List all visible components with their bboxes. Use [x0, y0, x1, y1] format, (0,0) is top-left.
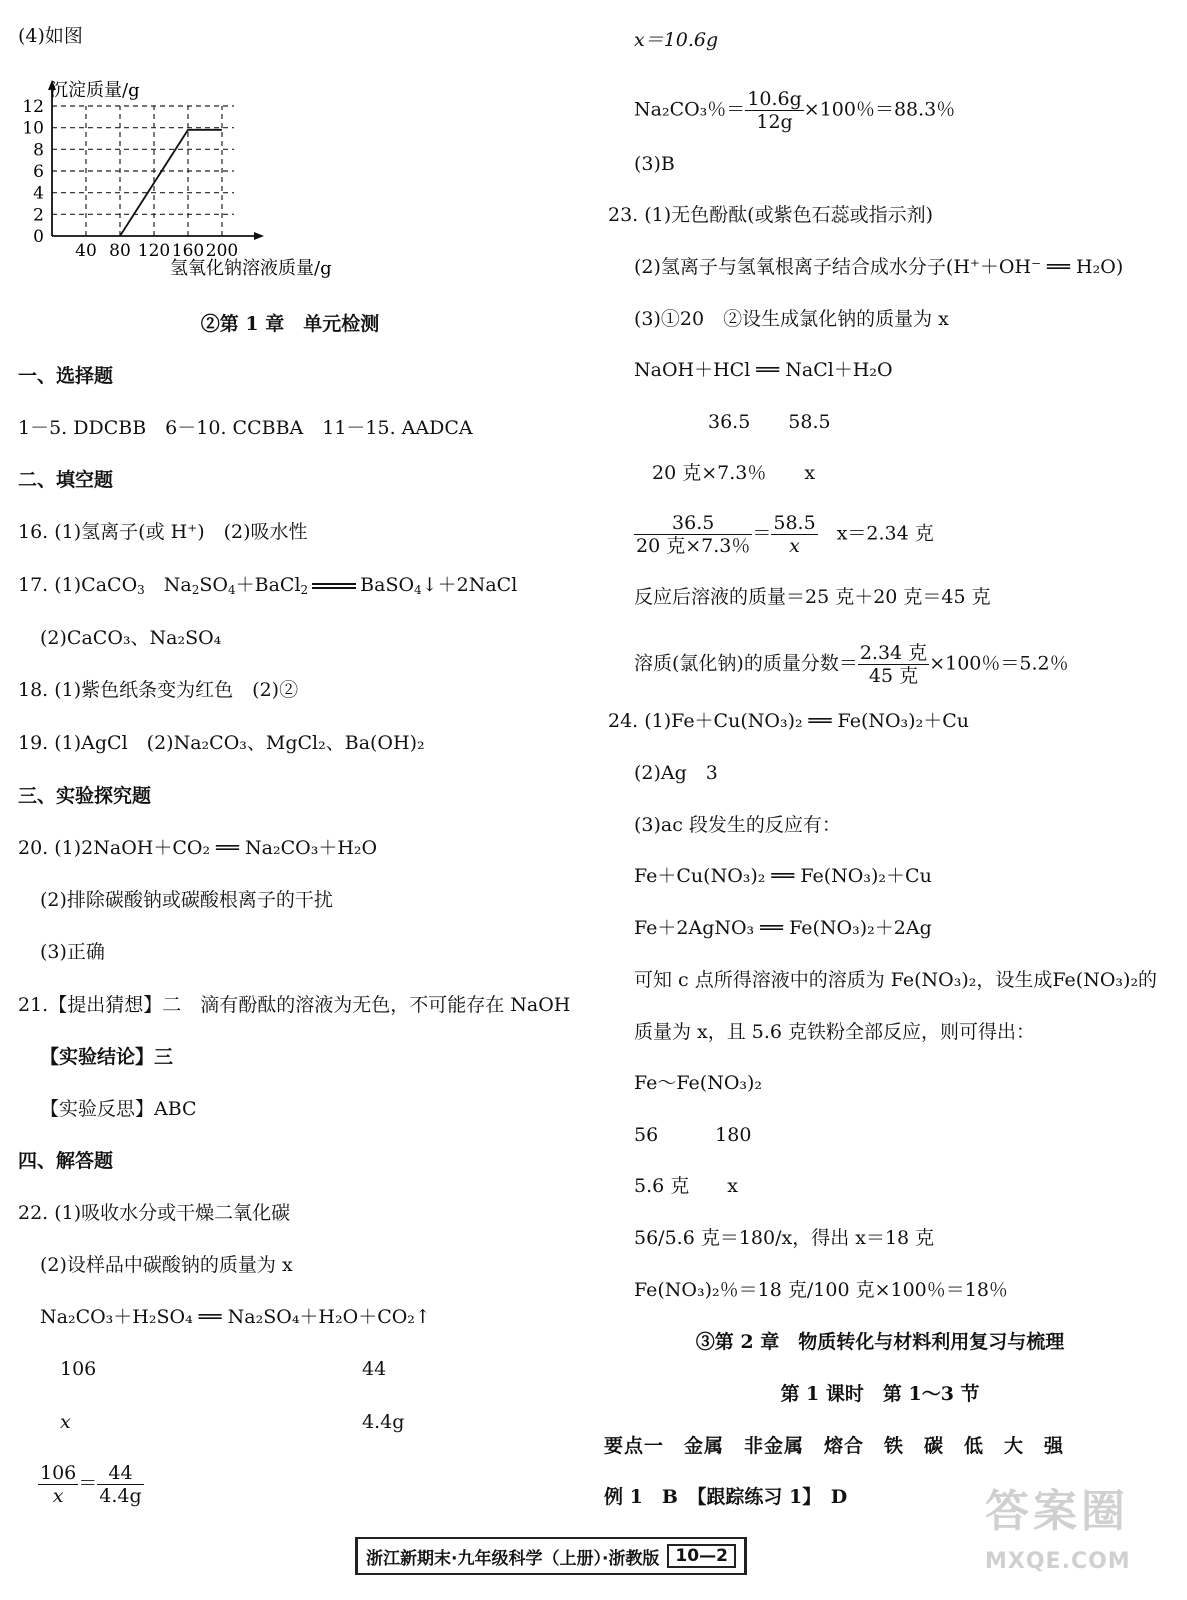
ratio-22: $\frac{106}{x}$ ＝ $\frac{44}{4.4g}$	[40, 1462, 142, 1507]
answer-24-givens: 5.6 克 x	[634, 1175, 738, 1197]
answer-20-3: (3)正确	[40, 941, 105, 963]
precipitate-chart	[0, 74, 380, 284]
answer-24-relation: Fe～Fe(NO₃)₂	[634, 1072, 763, 1094]
answer-23-1: 23. (1)无色酚酞(或紫色石蕊或指示剂)	[608, 204, 933, 226]
y-tick-label: 6	[33, 162, 44, 182]
y-tick-label: 12	[22, 97, 44, 117]
section-title-ch2: ③第 2 章 物质转化与材料利用复习与梳理	[695, 1331, 1065, 1353]
answer-16: 16. (1)氢离子(或 H⁺) (2)吸水性	[18, 521, 308, 543]
page-number: 10—2	[667, 1544, 736, 1568]
answer-19: 19. (1)AgCl (2)Na₂CO₃、MgCl₂、Ba(OH)₂	[18, 732, 425, 754]
answer-21-1: 21.【提出猜想】二 滴有酚酞的溶液为无色，不可能存在 NaOH	[18, 994, 571, 1016]
y-tick-label: 0	[33, 227, 44, 247]
answer-21-3: 【实验反思】ABC	[40, 1098, 197, 1120]
x-tick-label: 160	[171, 241, 205, 261]
series-line	[120, 130, 222, 236]
mass-44: 44	[362, 1358, 387, 1380]
answer-24-masses: 56 180	[634, 1124, 752, 1146]
answer-23-masses: 36.5 58.5	[708, 411, 831, 433]
answer-24-2: (2)Ag 3	[634, 762, 718, 784]
y-tick-label: 8	[33, 140, 44, 161]
answer-24-text2: 质量为 x，且 5.6 克铁粉全部反应，则可得出：	[634, 1021, 1036, 1043]
answer-20-2: (2)排除碳酸钠或碳酸根离子的干扰	[40, 889, 333, 911]
answer-23-givens: 20 克×7.3％ x	[652, 462, 816, 484]
answer-22-2: (2)设样品中碳酸钠的质量为 x	[40, 1254, 293, 1276]
r-x-result: x＝10.6g	[634, 29, 719, 51]
mass-106: 106	[60, 1358, 97, 1380]
answer-22-1: 22. (1)吸收水分或干燥二氧化碳	[18, 1202, 291, 1224]
key-point-1: 要点一 金属 非金属 熔合 铁 碳 低 大 强	[604, 1435, 1065, 1457]
section-title-ch1: ②第 1 章 单元检测	[200, 313, 380, 335]
answer-24-text1: 可知 c 点所得溶液中的溶质为 Fe(NO₃)₂，设生成Fe(NO₃)₂的	[634, 969, 1158, 991]
answer-21-2: 【实验结论】三	[40, 1046, 174, 1068]
precipitate-line	[120, 130, 222, 236]
grid-lines	[52, 106, 234, 236]
y-tick-label: 4	[33, 183, 44, 204]
answer-18: 18. (1)紫色纸条变为红色 (2)②	[18, 679, 299, 701]
heading-experiment: 三、实验探究题	[18, 785, 152, 807]
answer-23-2: (2)氢离子与氢氧根离子结合成水分子(H⁺＋OH⁻ ══ H₂O)	[634, 256, 1124, 278]
chart-xlabel: 氢氧化钠溶液质量/g	[170, 258, 332, 279]
mass-4-4g: 4.4g	[362, 1411, 405, 1433]
y-tick-labels	[22, 97, 44, 247]
answer-17-1: 17. (1)CaCO$_3$ $Na_2SO_4+BaCl_2$ BaSO$_4$↓＋2NaCl	[18, 574, 518, 597]
heading-fill: 二、填空题	[18, 469, 114, 491]
answer-23-3: (3)①20 ②设生成氯化钠的质量为 x	[634, 308, 949, 330]
watermark-logo: 答案圈 MXQE.COM	[985, 1486, 1131, 1574]
answer-24-eq1: Fe＋Cu(NO₃)₂ ══ Fe(NO₃)₂＋Cu	[634, 865, 932, 887]
y-tick-label: 10	[22, 118, 44, 139]
answer-23-mass-fraction: 溶质(氯化钠)的质量分数＝ $\frac{\text{2.34 克}}{\text{45 克}}$ ×100％＝5.2％	[634, 642, 1069, 687]
x-tick-label: 120	[137, 241, 171, 261]
axes	[48, 80, 264, 240]
x-tick-label: 80	[109, 241, 131, 261]
y-tick-label: 2	[33, 205, 44, 226]
answer-23-equation: NaOH＋HCl ══ NaCl＋H₂O	[634, 359, 893, 381]
heading-solve: 四、解答题	[18, 1150, 114, 1172]
q4-label: (4)如图	[18, 25, 83, 47]
chart-ylabel: 沉淀质量/g	[50, 80, 140, 101]
answer-24-3: (3)ac 段发生的反应有：	[634, 814, 841, 836]
answer-23-solution-mass: 反应后溶液的质量＝25 克＋20 克＝45 克	[634, 586, 991, 608]
answer-24-calc: 56/5.6 克＝180/x，得出 x＝18 克	[634, 1227, 935, 1249]
answer-23-ratio: $\frac{36.5}{\text{20 克×7.3％}}$ ＝ $\frac{58.5}{x}$ x＝2.34 克	[636, 512, 934, 557]
x-axis-arrow	[254, 232, 264, 240]
answer-24-eq2: Fe＋2AgNO₃ ══ Fe(NO₃)₂＋2Ag	[634, 917, 932, 939]
r-answer-3: (3)B	[634, 153, 675, 175]
answer-choice: 1－5. DDCBB 6－10. CCBBA 11－15. AADCA	[18, 417, 473, 439]
answer-20-1: 20. (1)2NaOH＋CO₂ ══ Na₂CO₃＋H₂O	[18, 837, 378, 859]
x-tick-label: 40	[75, 241, 97, 261]
footer-title: 浙江新期末·九年级科学（上册）·浙教版	[366, 1548, 660, 1569]
example-1: 例 1 B 【跟踪练习 1】 D	[604, 1486, 848, 1508]
page-footer	[355, 1537, 747, 1575]
r-na2co3-percent: Na₂CO₃％＝ $\frac{10.6g}{12g}$ ×100％＝88.3％	[634, 88, 956, 133]
lesson-title: 第 1 课时 第 1～3 节	[780, 1383, 980, 1405]
heading-choice: 一、选择题	[18, 365, 114, 387]
unknown-x: x	[60, 1411, 71, 1433]
x-tick-label: 200	[205, 241, 239, 261]
answer-24-percent: Fe(NO₃)₂％＝18 克/100 克×100％＝18％	[634, 1279, 1008, 1301]
answer-17-2: (2)CaCO₃、Na₂SO₄	[40, 627, 222, 649]
answer-22-equation: Na₂CO₃＋H₂SO₄ ══ Na₂SO₄＋H₂O＋CO₂↑	[40, 1306, 431, 1328]
answer-24-1: 24. (1)Fe＋Cu(NO₃)₂ ══ Fe(NO₃)₂＋Cu	[608, 710, 969, 732]
